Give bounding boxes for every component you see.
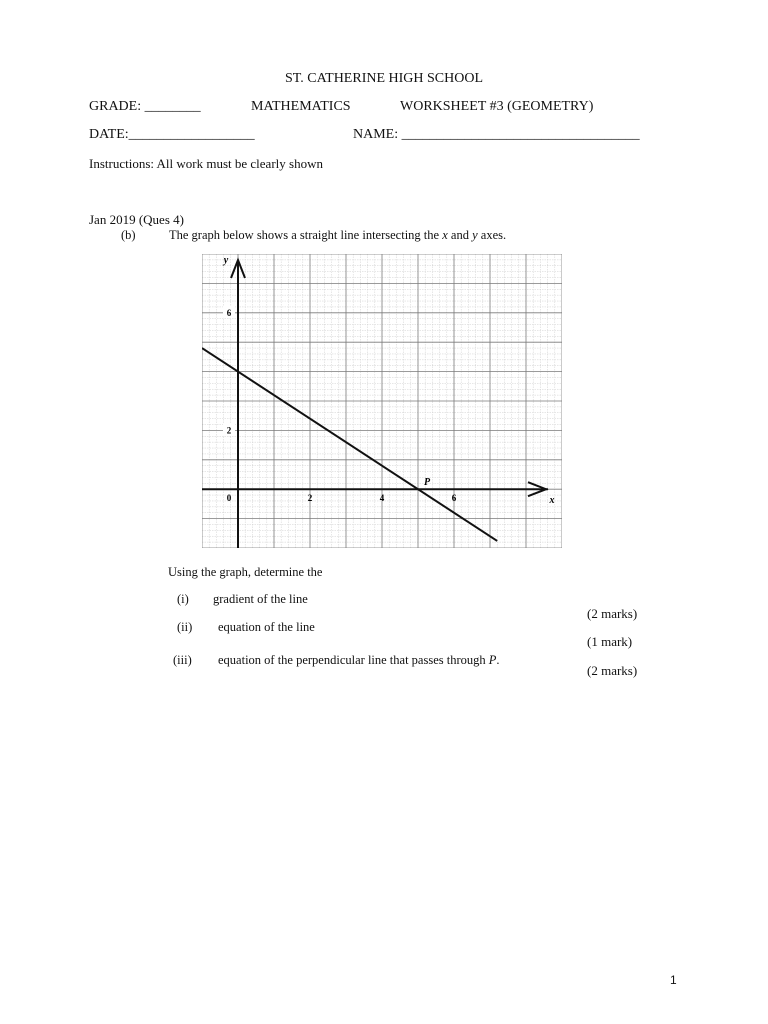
item-i-text: gradient of the line — [213, 592, 308, 606]
y-tick-label: 6 — [226, 307, 232, 318]
graph-line — [202, 348, 497, 541]
point-p-reference: P — [488, 653, 497, 667]
question-prompt: Using the graph, determine the — [168, 565, 323, 579]
x-tick-label: 0 — [226, 493, 232, 504]
grade-field: GRADE: ________ — [89, 99, 201, 114]
item-ii-text: equation of the line — [218, 620, 315, 634]
x-tick-label: 6 — [451, 493, 457, 504]
item-ii-number: (ii) — [177, 620, 193, 634]
item-iii-text — [218, 653, 500, 668]
item-i-marks: (2 marks) — [587, 606, 638, 621]
line-graph — [202, 254, 562, 548]
y-axis-label: y — [223, 255, 229, 266]
point-label: P — [424, 477, 431, 489]
question-part-label: (b) — [121, 228, 136, 242]
tick-labels — [223, 255, 555, 506]
item-iii-text-start: equation of the perpendicular line that passes through — [218, 653, 489, 667]
date-field: DATE:__________________ — [89, 127, 255, 142]
page-number: 1 — [670, 973, 677, 987]
major-grid — [202, 254, 562, 548]
item-i-number: (i) — [177, 592, 189, 606]
y-tick-label: 2 — [226, 425, 232, 436]
worksheet-title: WORKSHEET #3 (GEOMETRY) — [400, 99, 594, 114]
x-tick-label: 2 — [307, 493, 313, 504]
name-field: NAME: __________________________________ — [353, 127, 640, 142]
item-iii-number: (iii) — [173, 653, 192, 667]
point-labels — [424, 477, 431, 488]
x-tick-label: 4 — [379, 493, 385, 504]
item-iii-text-end: . — [496, 653, 500, 667]
subject-label: MATHEMATICS — [251, 99, 351, 114]
instructions: Instructions: All work must be clearly shown — [89, 156, 323, 171]
x-axis-label: x — [549, 495, 555, 507]
question-reference: Jan 2019 (Ques 4) — [89, 212, 184, 227]
question-text-end: axes. — [477, 228, 507, 242]
item-iii-marks: (2 marks) — [587, 663, 638, 678]
question-text-start: The graph below shows a straight line intersecting the — [169, 228, 443, 242]
y-variable: y — [472, 228, 478, 242]
series-layer — [202, 348, 497, 541]
question-text-and: and — [447, 228, 473, 242]
question-text — [169, 228, 506, 243]
x-variable: x — [442, 228, 448, 242]
item-ii-marks: (1 mark) — [587, 634, 633, 649]
school-name: ST. CATHERINE HIGH SCHOOL — [284, 71, 484, 86]
